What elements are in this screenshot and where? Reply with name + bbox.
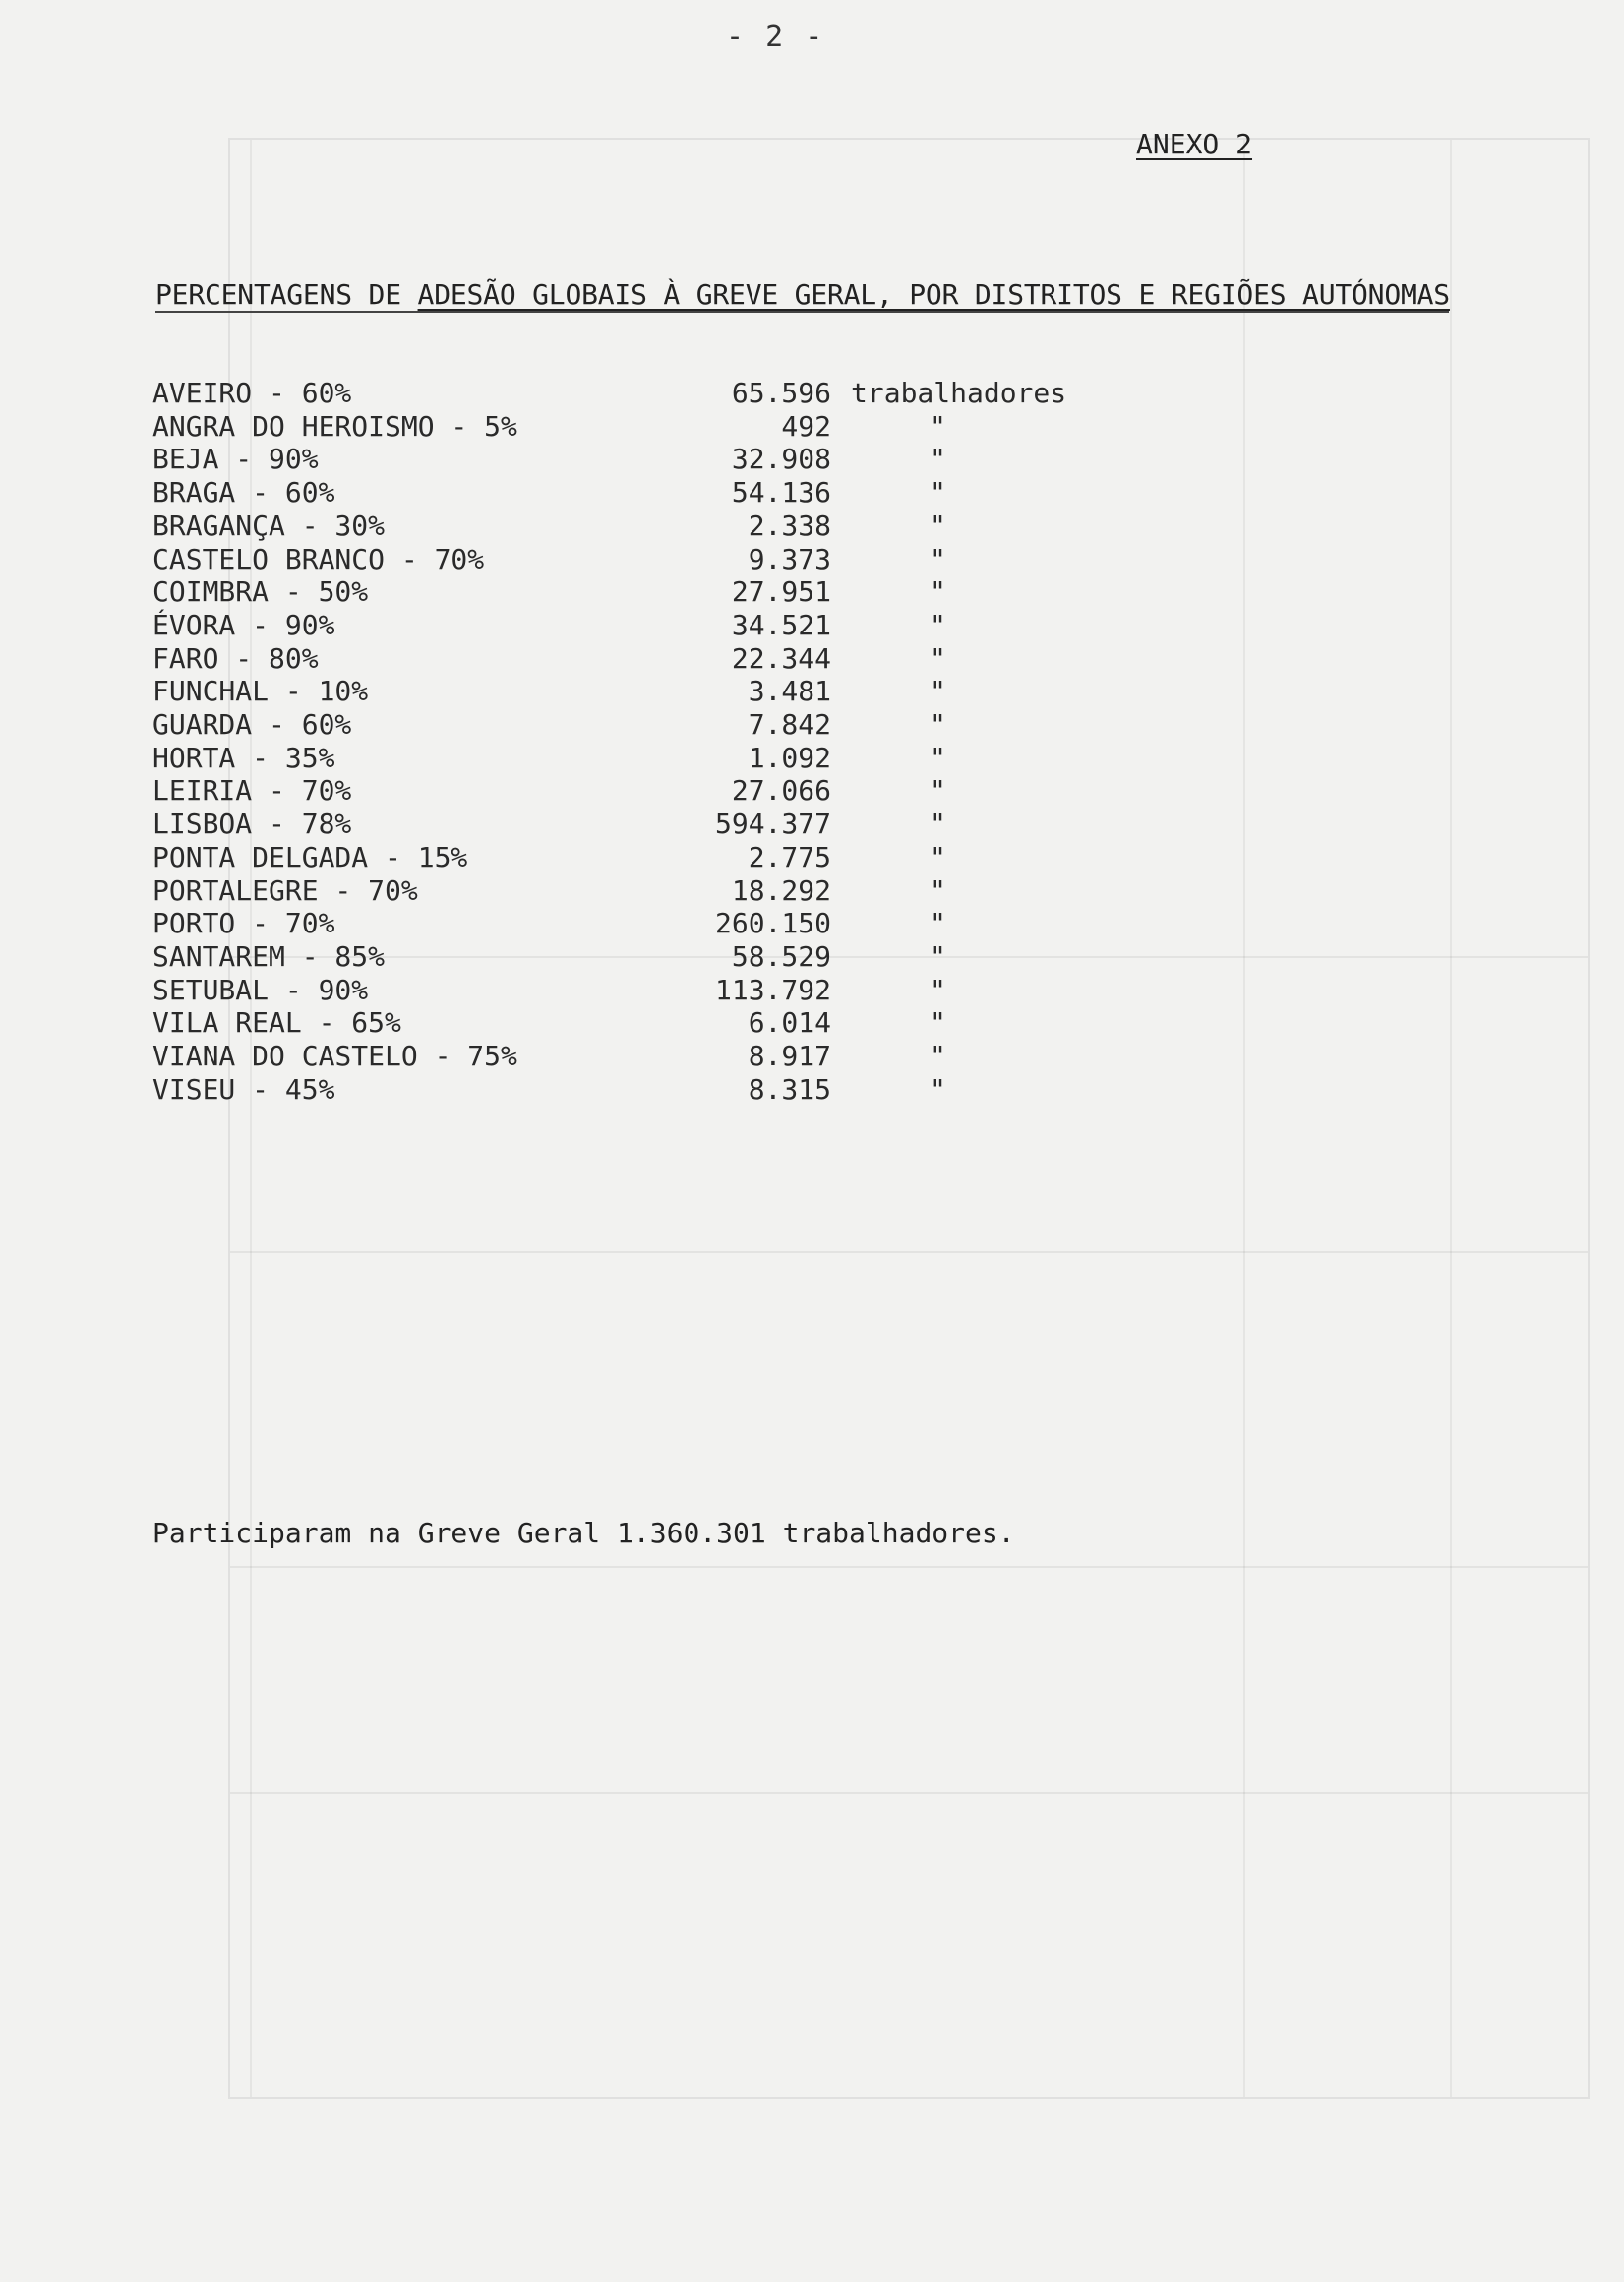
annex-label: ANEXO 2 xyxy=(1136,128,1253,160)
worker-count: 7.842 xyxy=(748,708,831,741)
worker-count: 8.917 xyxy=(748,1040,831,1072)
ditto-mark: " xyxy=(930,774,946,808)
worker-count: 6.014 xyxy=(748,1006,831,1040)
ditto-mark: " xyxy=(930,509,946,542)
document-title xyxy=(155,278,1450,311)
title-plain-part: PERCENTAGENS DE xyxy=(155,278,401,311)
district-label: PORTO - 70% xyxy=(152,907,335,940)
title-rule xyxy=(155,311,1449,313)
worker-count: 3.481 xyxy=(748,675,831,708)
ditto-mark: " xyxy=(930,443,946,476)
worker-count: 260.150 xyxy=(714,907,831,940)
worker-count: 27.951 xyxy=(731,575,831,609)
ditto-mark: " xyxy=(930,708,946,741)
page-number: - 2 - xyxy=(726,20,825,54)
district-label: ÉVORA - 90% xyxy=(152,608,335,641)
district-label: PORTALEGRE - 70% xyxy=(152,873,418,907)
ditto-mark: " xyxy=(930,907,946,940)
district-label: SETUBAL - 90% xyxy=(152,973,369,1006)
district-label: BRAGA - 60% xyxy=(152,476,335,510)
ditto-mark: " xyxy=(930,741,946,774)
district-row xyxy=(152,1070,1136,1110)
worker-count: 2.775 xyxy=(748,840,831,873)
ditto-mark: " xyxy=(930,973,946,1006)
ditto-mark: " xyxy=(930,1006,946,1040)
district-label: VILA REAL - 65% xyxy=(152,1006,401,1040)
worker-count: 8.315 xyxy=(748,1072,831,1106)
ditto-mark: " xyxy=(930,608,946,641)
ditto-mark: " xyxy=(930,840,946,873)
ditto-mark: " xyxy=(930,542,946,575)
worker-count: 18.292 xyxy=(731,873,831,907)
worker-count: 594.377 xyxy=(714,808,831,841)
worker-count: 22.344 xyxy=(731,641,831,675)
ditto-mark: " xyxy=(930,939,946,973)
summary-line: Participaram na Greve Geral 1.360.301 trabalhadores. xyxy=(152,1517,1015,1549)
worker-count: 9.373 xyxy=(748,542,831,575)
district-label: COIMBRA - 50% xyxy=(152,575,369,609)
district-label: LISBOA - 78% xyxy=(152,808,352,841)
worker-count: 27.066 xyxy=(731,774,831,808)
district-label: FARO - 80% xyxy=(152,641,319,675)
district-label: HORTA - 35% xyxy=(152,741,335,774)
district-label: VISEU - 45% xyxy=(152,1072,335,1106)
ditto-mark: " xyxy=(930,476,946,510)
ditto-mark: " xyxy=(930,873,946,907)
worker-count: 113.792 xyxy=(714,973,831,1006)
ditto-mark: " xyxy=(930,575,946,609)
district-label: BEJA - 90% xyxy=(152,443,319,476)
district-label: ANGRA DO HEROISMO - 5% xyxy=(152,409,517,443)
worker-count: 32.908 xyxy=(731,443,831,476)
district-label: PONTA DELGADA - 15% xyxy=(152,840,468,873)
ditto-mark: " xyxy=(930,808,946,841)
district-label: AVEIRO - 60% xyxy=(152,377,352,409)
district-label: GUARDA - 60% xyxy=(152,708,352,741)
ditto-mark: " xyxy=(930,1072,946,1106)
district-label: FUNCHAL - 10% xyxy=(152,675,369,708)
ditto-mark: " xyxy=(930,675,946,708)
worker-count: 65.596 xyxy=(731,377,831,409)
worker-count: 492 xyxy=(781,409,831,443)
ditto-mark: " xyxy=(930,409,946,443)
unit-label: trabalhadores xyxy=(851,377,1067,409)
district-label: SANTAREM - 85% xyxy=(152,939,386,973)
district-label: BRAGANÇA - 30% xyxy=(152,509,386,542)
district-label: CASTELO BRANCO - 70% xyxy=(152,542,485,575)
worker-count: 54.136 xyxy=(731,476,831,510)
district-label: VIANA DO CASTELO - 75% xyxy=(152,1040,517,1072)
worker-count: 34.521 xyxy=(731,608,831,641)
worker-count: 58.529 xyxy=(731,939,831,973)
district-label: LEIRIA - 70% xyxy=(152,774,352,808)
title-underlined-part: ADESÃO GLOBAIS À GREVE GERAL, POR DISTRITOS E REGIÕES AUTÓNOMAS xyxy=(417,278,1450,311)
worker-count: 1.092 xyxy=(748,741,831,774)
ditto-mark: " xyxy=(930,641,946,675)
worker-count: 2.338 xyxy=(748,509,831,542)
ditto-mark: " xyxy=(930,1040,946,1072)
